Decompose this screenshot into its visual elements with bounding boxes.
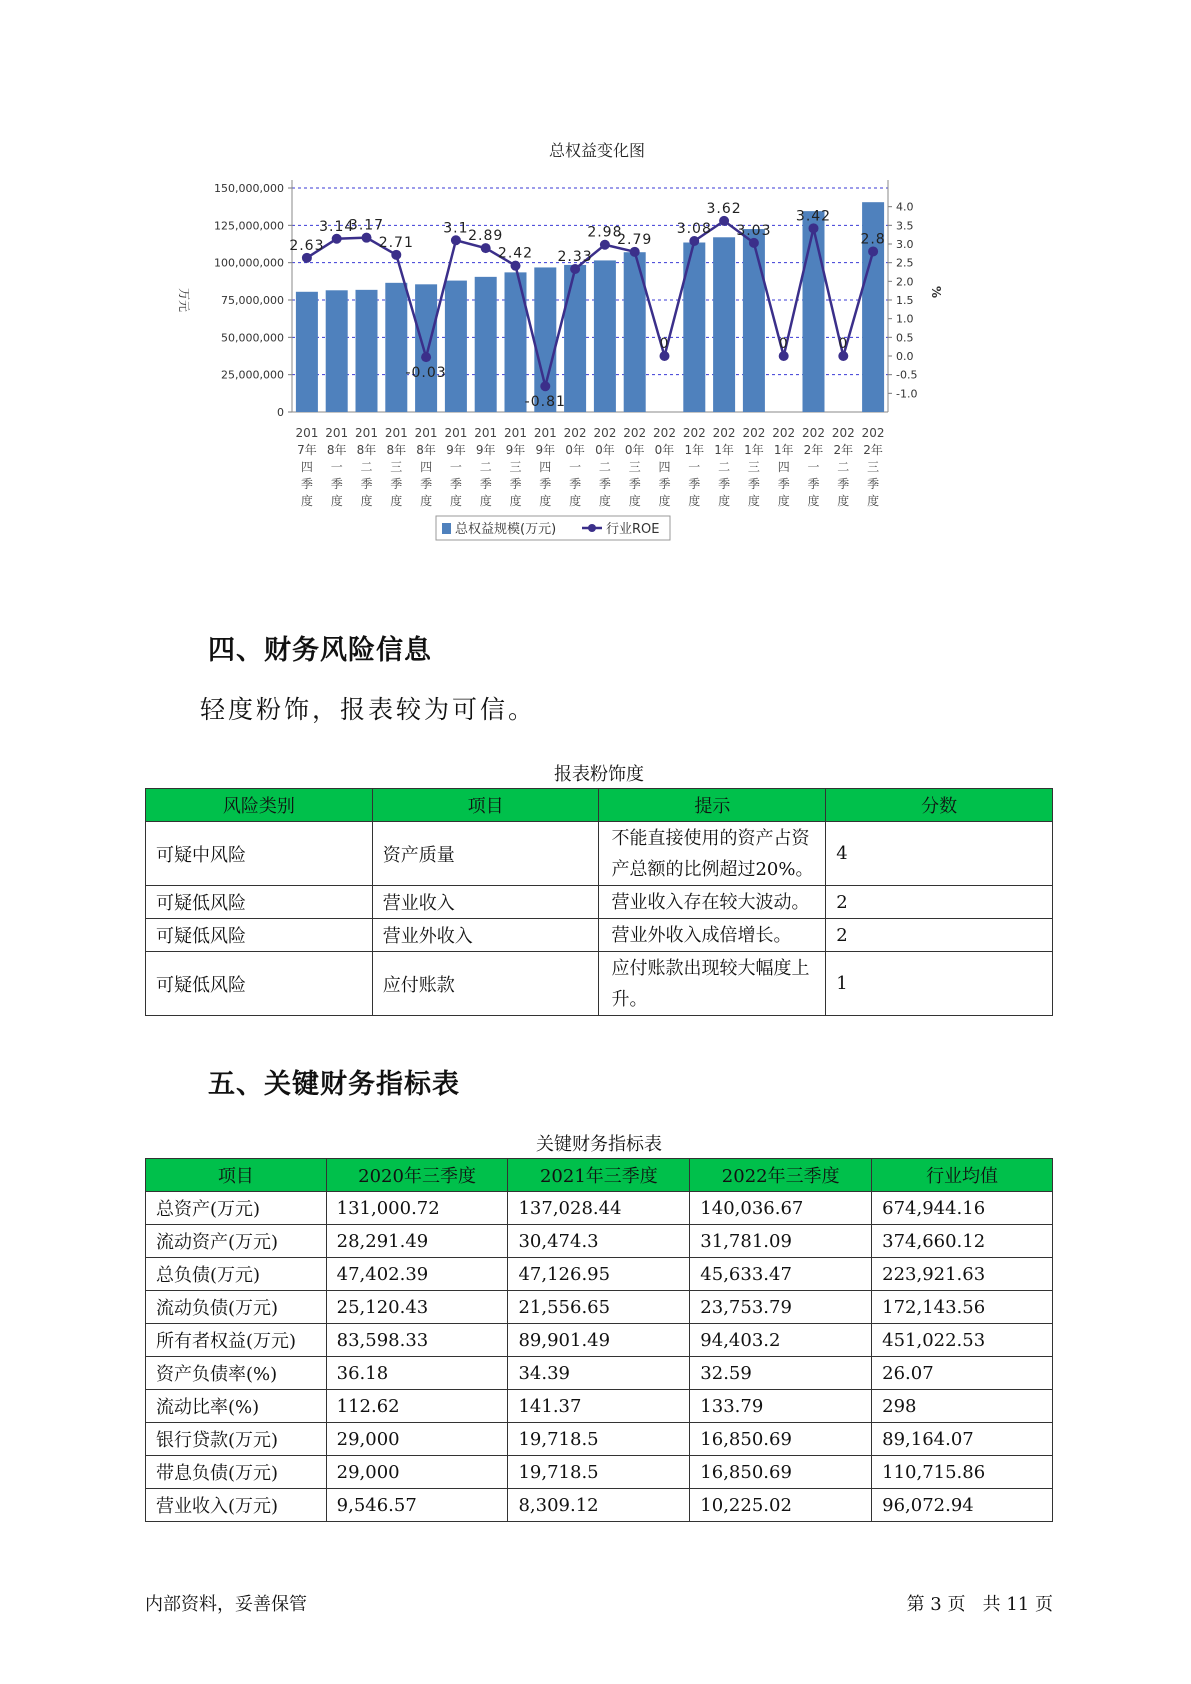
kpi-value: 140,036.67 [690,1192,872,1225]
risk-item: 营业外收入 [372,919,599,952]
footer-confidential: 内部资料，妥善保管 [145,1594,307,1615]
kpi-value: 34.39 [508,1357,690,1390]
roe-point [689,236,699,246]
y2-tick-label: 2.0 [896,275,914,289]
roe-data-label: 2.63 [289,237,325,254]
x-tick-label: 202 2年三季度 [861,426,885,508]
kpi-value: 674,944.16 [872,1192,1053,1225]
roe-point [451,235,461,245]
table-row [146,1489,1053,1522]
risk-summary: 轻度粉饰，报表较为可信。 [200,695,537,724]
roe-point [391,250,401,260]
kpi-value: 16,850.69 [690,1456,872,1489]
roe-data-label: 2.98 [587,224,623,241]
y-tick-label: 0 [277,406,284,419]
risk-hint: 营业收入存在较大波动。 [599,886,826,919]
y2-tick-label: 0.0 [896,350,914,363]
roe-point [809,223,819,233]
kpi-value: 83,598.33 [326,1324,508,1357]
kpi-value: 374,660.12 [872,1225,1053,1258]
kpi-value: 29,000 [326,1456,508,1489]
kpi-value: 137,028.44 [508,1192,690,1225]
bar [564,265,586,412]
y2-axis-label: % [929,285,943,299]
x-tick-label: 202 0年二季度 [593,426,617,508]
kpi-value: 8,309.12 [508,1489,690,1522]
roe-point [749,238,759,248]
risk-category: 可疑低风险 [146,919,373,952]
roe-data-label: 3.03 [736,222,772,239]
roe-data-label: 0 [778,336,789,352]
risk-header-hint: 提示 [599,789,826,822]
kpi-table [145,1158,1053,1522]
x-tick-label: 201 9年一季度 [444,426,468,508]
x-tick-label: 201 8年四季度 [414,426,438,508]
roe-point [868,246,878,256]
kpi-value: 47,402.39 [326,1258,508,1291]
y-tick-label: 25,000,000 [221,368,284,382]
kpi-value: 16,850.69 [690,1423,872,1456]
bar [296,292,318,412]
kpi-value: 19,718.5 [508,1423,690,1456]
bar [445,281,467,412]
roe-data-label: 0 [838,336,849,352]
table-row [146,1225,1053,1258]
footer-page-number: 第 3 页 共 11 页 [906,1594,1053,1615]
kpi-value: 26.07 [872,1357,1053,1390]
x-tick-label: 202 1年四季度 [772,426,796,508]
kpi-header-2021: 2021年三季度 [508,1159,690,1192]
kpi-value: 19,718.5 [508,1456,690,1489]
x-tick-label: 202 0年四季度 [653,426,676,508]
kpi-header-2022: 2022年三季度 [690,1159,872,1192]
bar [803,211,825,412]
roe-data-label: 3.62 [706,200,742,217]
x-tick-label: 201 9年四季度 [533,426,557,508]
kpi-value: 172,143.56 [872,1291,1053,1324]
x-tick-label: 202 0年一季度 [563,426,587,508]
risk-score: 2 [826,886,1053,919]
kpi-header-industry-avg: 行业均值 [872,1159,1053,1192]
table-row [146,1423,1053,1456]
risk-hint: 营业外收入成倍增长。 [599,919,826,952]
risk-item: 应付账款 [372,952,599,1016]
kpi-value: 298 [872,1390,1053,1423]
kpi-value: 31,781.09 [690,1225,872,1258]
risk-header-category: 风险类别 [146,789,373,822]
bar [594,260,616,412]
kpi-value: 21,556.65 [508,1291,690,1324]
y2-tick-label: -0.5 [896,368,918,382]
kpi-item-label: 流动资产(万元) [146,1225,327,1258]
bar [326,290,348,412]
x-tick-label: 202 2年一季度 [802,426,825,508]
y-tick-label: 125,000,000 [214,219,284,233]
risk-table [145,788,1053,1016]
roe-point [302,253,312,263]
legend-line-marker [588,524,596,532]
roe-point [779,351,789,361]
roe-data-label: 2.8 [860,231,886,248]
x-tick-label: 201 8年三季度 [384,426,408,508]
risk-score: 1 [826,952,1053,1016]
roe-data-label: -0.81 [524,394,566,411]
roe-point [481,243,491,253]
x-tick-label: 201 9年二季度 [474,426,498,508]
y-tick-label: 150,000,000 [214,182,284,195]
kpi-header-item: 项目 [146,1159,327,1192]
legend-label-roe: 行业ROE [606,522,660,537]
kpi-value: 23,753.79 [690,1291,872,1324]
risk-hint: 不能直接使用的资产占资产总额的比例超过20%。 [599,822,826,886]
section-heading-kpi: 五、关键财务指标表 [208,1069,460,1100]
table-row [146,1192,1053,1225]
roe-data-label: 2.89 [468,228,504,245]
kpi-value: 45,633.47 [690,1258,872,1291]
table-row [146,886,1053,919]
roe-data-label: 3.17 [348,217,385,234]
kpi-value: 112.62 [326,1390,508,1423]
x-tick-label: 202 0年三季度 [623,426,647,508]
bar [743,229,765,412]
table-row [146,822,1053,886]
table-row [146,952,1053,1016]
kpi-item-label: 流动比率(%) [146,1390,327,1423]
kpi-value: 141.37 [508,1390,690,1423]
y2-tick-label: 3.5 [896,219,914,233]
roe-point [570,264,580,274]
risk-header-item: 项目 [372,789,599,822]
risk-table-caption: 报表粉饰度 [554,764,644,785]
roe-point [630,247,640,257]
roe-point [511,261,521,271]
roe-data-label: 3.14 [319,218,355,235]
roe-data-label: 2.33 [557,249,593,266]
bar [713,237,735,412]
y2-tick-label: 0.5 [896,331,914,345]
bar [356,290,378,412]
kpi-item-label: 所有者权益(万元) [146,1324,327,1357]
x-tick-label: 202 2年二季度 [831,426,855,508]
table-row [146,1357,1053,1390]
kpi-value: 47,126.95 [508,1258,690,1291]
table-row [146,1258,1053,1291]
kpi-item-label: 总负债(万元) [146,1258,327,1291]
kpi-value: 29,000 [326,1423,508,1456]
y-tick-label: 100,000,000 [214,256,284,270]
roe-data-label: 3.42 [795,208,832,225]
roe-data-label: 0 [659,336,670,352]
table-row [146,1291,1053,1324]
chart-title: 总权益变化图 [548,141,646,160]
risk-score: 2 [826,919,1053,952]
y2-tick-label: 2.5 [896,256,914,270]
table-row [146,1390,1053,1423]
kpi-value: 131,000.72 [326,1192,508,1225]
kpi-value: 25,120.43 [326,1291,508,1324]
total-equity-chart [150,140,1050,600]
x-tick-label: 201 8年一季度 [325,426,349,508]
table-row [146,1324,1053,1357]
kpi-item-label: 带息负债(万元) [146,1456,327,1489]
roe-point [600,240,610,250]
bar [475,277,497,412]
y2-tick-label: 1.5 [896,294,914,307]
risk-category: 可疑低风险 [146,952,373,1016]
roe-data-label: 2.79 [617,231,653,248]
roe-data-label: -0.03 [405,365,447,382]
bar [415,284,437,412]
kpi-value: 110,715.86 [872,1456,1053,1489]
risk-item: 资产质量 [372,822,599,886]
kpi-value: 32.59 [690,1357,872,1390]
x-tick-label: 201 8年二季度 [355,426,378,508]
y2-tick-label: 1.0 [896,312,914,326]
risk-header-score: 分数 [826,789,1053,822]
kpi-value: 451,022.53 [872,1324,1053,1357]
y2-tick-label: 4.0 [896,200,914,214]
y2-tick-label: 3.0 [896,238,914,251]
kpi-value: 96,072.94 [872,1489,1053,1522]
roe-point [838,351,848,361]
kpi-item-label: 营业收入(万元) [146,1489,327,1522]
kpi-value: 28,291.49 [326,1225,508,1258]
roe-point [540,381,550,391]
risk-hint: 应付账款出现较大幅度上升。 [599,952,826,1016]
kpi-table-caption: 关键财务指标表 [536,1134,662,1155]
kpi-value: 89,164.07 [872,1423,1053,1456]
risk-category: 可疑中风险 [146,822,373,886]
table-row [146,919,1053,952]
kpi-value: 10,225.02 [690,1489,872,1522]
kpi-value: 30,474.3 [508,1225,690,1258]
roe-point [332,234,342,244]
y2-tick-label: -1.0 [896,387,918,401]
kpi-item-label: 资产负债率(%) [146,1357,327,1390]
x-tick-label: 202 1年一季度 [682,426,706,508]
bar [385,283,407,412]
kpi-header-2020: 2020年三季度 [326,1159,508,1192]
x-tick-label: 201 9年三季度 [504,426,527,508]
table-row [146,1456,1053,1489]
kpi-value: 94,403.2 [690,1324,872,1357]
section-heading-risk: 四、财务风险信息 [208,635,432,666]
legend-bar-swatch [442,523,451,534]
roe-point [362,233,372,243]
kpi-item-label: 流动负债(万元) [146,1291,327,1324]
roe-point [421,352,431,362]
roe-data-label: 2.71 [378,234,414,251]
roe-point [660,351,670,361]
y-axis-label: 万元 [177,287,191,313]
risk-item: 营业收入 [372,886,599,919]
y-tick-label: 50,000,000 [221,331,284,345]
y-tick-label: 75,000,000 [221,294,284,307]
kpi-value: 223,921.63 [872,1258,1053,1291]
x-tick-label: 201 7年四季度 [295,426,319,508]
kpi-value: 36.18 [326,1357,508,1390]
legend-label-equity: 总权益规模(万元) [455,522,557,537]
kpi-item-label: 银行贷款(万元) [146,1423,327,1456]
kpi-item-label: 总资产(万元) [146,1192,327,1225]
risk-score: 4 [826,822,1053,886]
x-tick-label: 202 1年三季度 [742,426,766,508]
x-tick-label: 202 1年二季度 [712,426,736,508]
kpi-value: 133.79 [690,1390,872,1423]
roe-data-label: 3.1 [443,220,469,237]
roe-point [719,216,729,226]
kpi-value: 9,546.57 [326,1489,508,1522]
kpi-value: 89,901.49 [508,1324,690,1357]
risk-category: 可疑低风险 [146,886,373,919]
roe-data-label: 3.08 [676,221,712,238]
roe-data-label: 2.42 [497,245,534,262]
